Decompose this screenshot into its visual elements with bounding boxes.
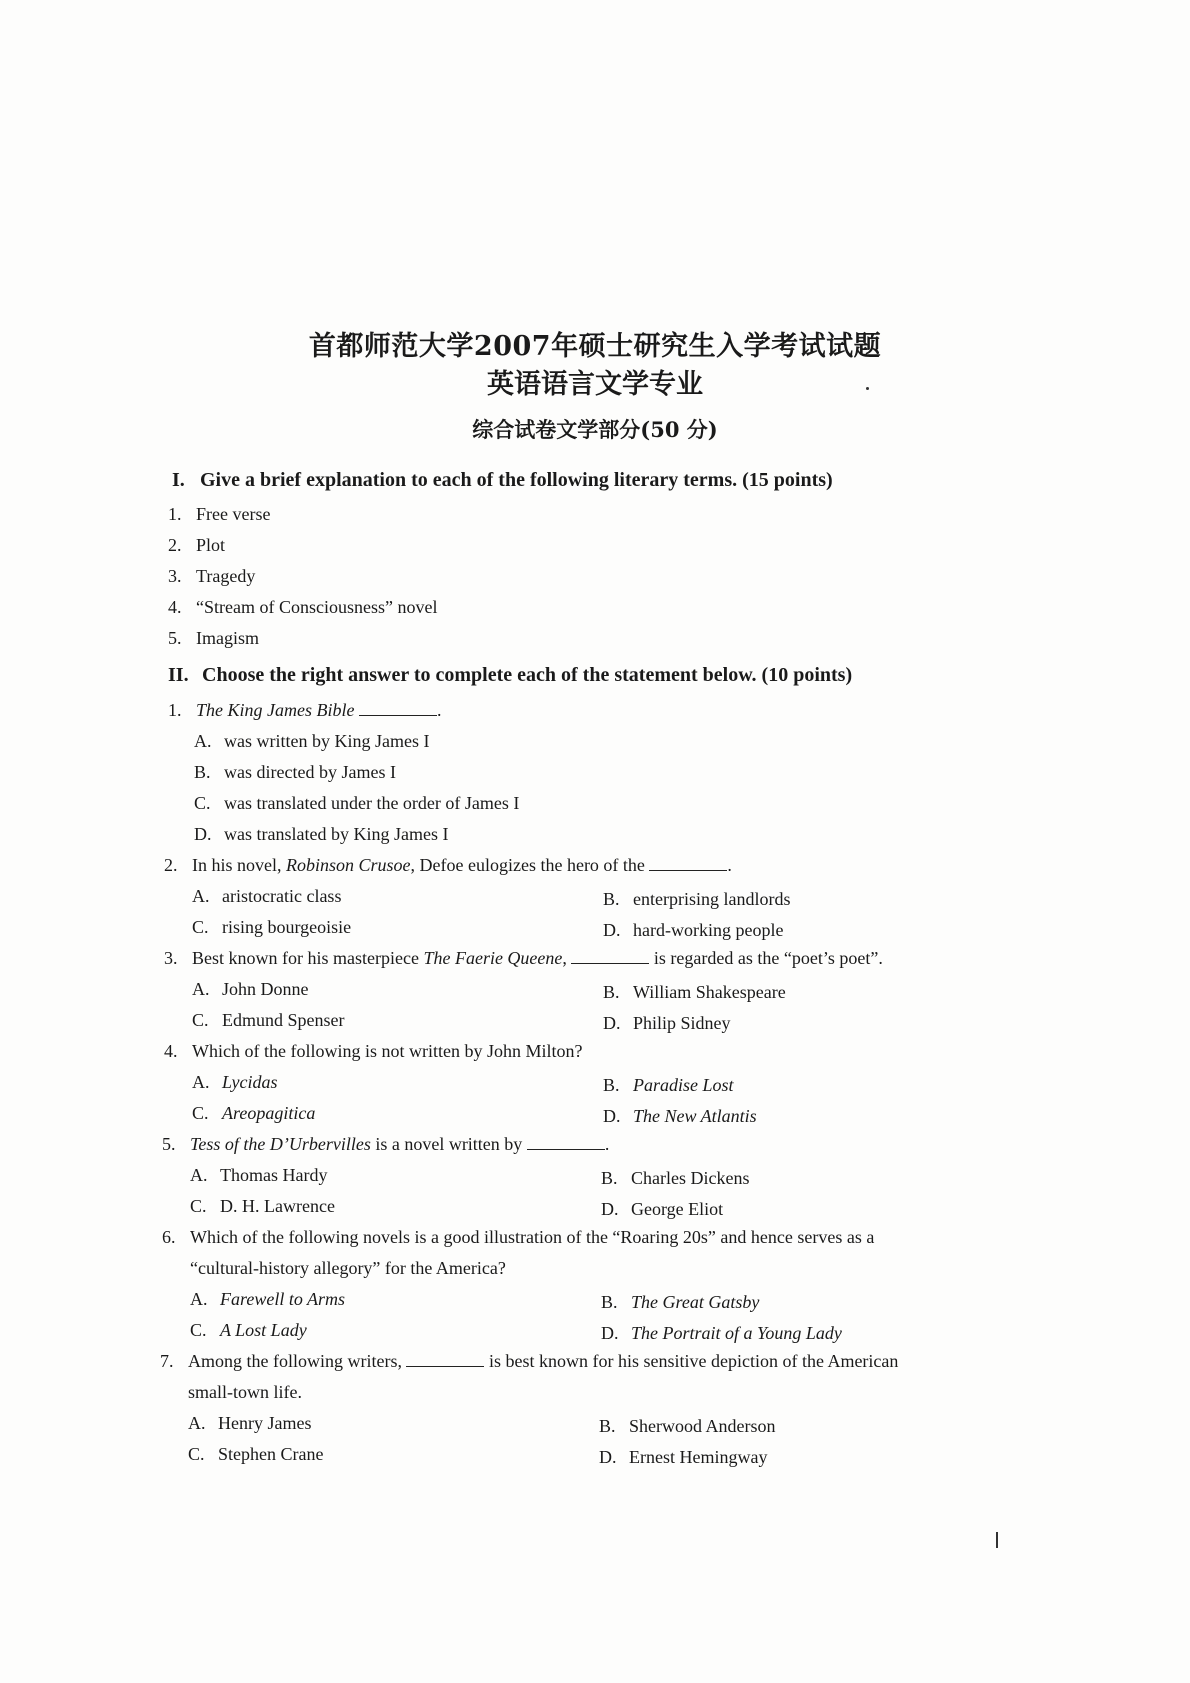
section-2-heading bbox=[168, 664, 852, 687]
exam-title: 首都师范大学2007年硕士研究生入学考试试题 bbox=[308, 331, 882, 362]
section-number: I. bbox=[172, 469, 185, 491]
option: C. Areopagitica bbox=[192, 1103, 316, 1123]
answer-blank bbox=[527, 1135, 605, 1150]
option: B. enterprising landlords bbox=[603, 889, 791, 909]
list-item: 1. Free verse bbox=[168, 504, 271, 524]
option: A. aristocratic class bbox=[192, 886, 342, 906]
option: A. Farewell to Arms bbox=[190, 1289, 345, 1309]
option: D. Ernest Hemingway bbox=[599, 1447, 768, 1467]
question-6: 6. Which of the following novels is a good illustration of the “Roaring 20s” and hence serves as a bbox=[162, 1227, 875, 1247]
option: A. was written by King James I bbox=[194, 731, 430, 751]
section-heading-text: Choose the right answer to complete each of the statement below. (10 points) bbox=[202, 664, 853, 686]
list-item: 5. Imagism bbox=[168, 628, 259, 648]
question-7-continued: small-town life. bbox=[188, 1382, 302, 1402]
exam-major: 英语语言文学专业 bbox=[487, 369, 703, 400]
option: C. rising bourgeoisie bbox=[192, 917, 352, 937]
answer-blank bbox=[406, 1352, 484, 1367]
option: A. John Donne bbox=[192, 979, 309, 999]
option: A. Henry James bbox=[188, 1413, 312, 1433]
list-item: 4. “Stream of Consciousness” novel bbox=[168, 597, 438, 617]
list-item: 2. Plot bbox=[168, 535, 226, 555]
option: A. Thomas Hardy bbox=[190, 1165, 328, 1185]
option: B. Charles Dickens bbox=[601, 1168, 750, 1188]
section-1-heading bbox=[172, 469, 833, 492]
option: B. Paradise Lost bbox=[603, 1075, 734, 1095]
list-item: 3. Tragedy bbox=[168, 566, 256, 586]
option: A. Lycidas bbox=[192, 1072, 278, 1092]
question-5: 5. Tess of the D’Urbervilles is a novel written by . bbox=[162, 1134, 610, 1154]
answer-blank bbox=[649, 856, 727, 871]
option: C. Stephen Crane bbox=[188, 1444, 324, 1464]
option: D. Philip Sidney bbox=[603, 1013, 731, 1033]
question-3: 3. Best known for his masterpiece The Faerie Queene, is regarded as the “poet’s poet”. bbox=[164, 948, 883, 968]
option: B. The Great Gatsby bbox=[601, 1292, 760, 1312]
option: C. Edmund Spenser bbox=[192, 1010, 345, 1030]
option: D. The New Atlantis bbox=[603, 1106, 757, 1126]
section-number: II. bbox=[168, 664, 189, 686]
option: D. George Eliot bbox=[601, 1199, 724, 1219]
question-6-continued: “cultural-history allegory” for the America? bbox=[190, 1258, 506, 1278]
answer-blank bbox=[359, 701, 437, 716]
scan-speck bbox=[866, 387, 869, 390]
option: B. was directed by James I bbox=[194, 762, 396, 782]
question-7: 7. Among the following writers, is best known for his sensitive depiction of the American bbox=[160, 1351, 899, 1371]
section-heading-text: Give a brief explanation to each of the following literary terms. (15 points) bbox=[200, 469, 833, 491]
exam-part: 综合试卷文学部分(50 分) bbox=[472, 417, 718, 442]
option: D. was translated by King James I bbox=[194, 824, 449, 844]
answer-blank bbox=[571, 949, 649, 964]
page-mark bbox=[996, 1532, 998, 1548]
option: D. hard-working people bbox=[603, 920, 784, 940]
question-2: 2. In his novel, Robinson Crusoe, Defoe eulogizes the hero of the . bbox=[164, 855, 732, 875]
option: B. Sherwood Anderson bbox=[599, 1416, 776, 1436]
question-1: 1. The King James Bible . bbox=[168, 700, 442, 720]
option: B. William Shakespeare bbox=[603, 982, 786, 1002]
option: C. was translated under the order of James I bbox=[194, 793, 520, 813]
option: C. D. H. Lawrence bbox=[190, 1196, 335, 1216]
question-4: 4. Which of the following is not written by John Milton? bbox=[164, 1041, 583, 1061]
option: C. A Lost Lady bbox=[190, 1320, 307, 1340]
option: D. The Portrait of a Young Lady bbox=[601, 1323, 842, 1343]
